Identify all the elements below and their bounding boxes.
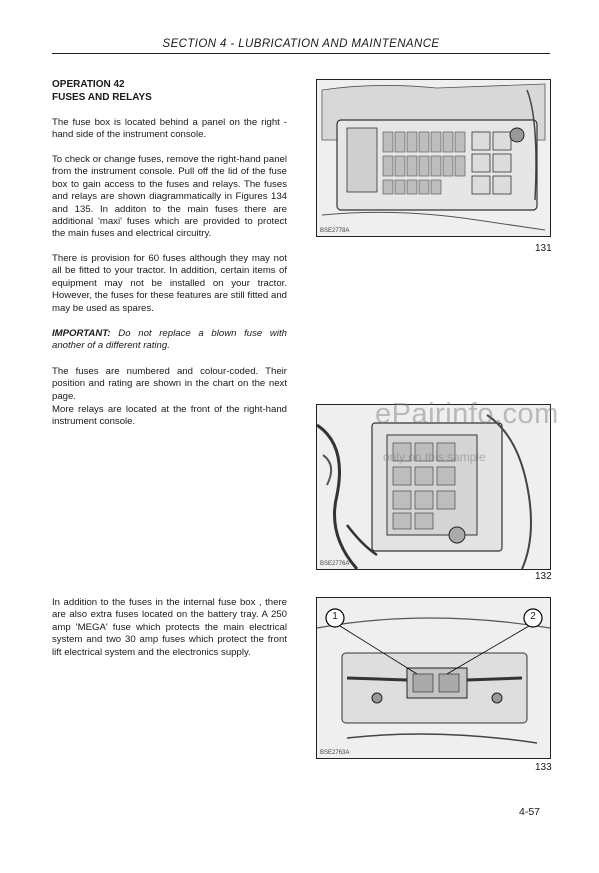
- paragraph-fuse-location: The fuse box is located behind a panel on the right -hand side of the instrument console.: [52, 117, 287, 141]
- section-header: SECTION 4 - LUBRICATION AND MAINTENANCE: [162, 38, 440, 50]
- header-divider: [52, 53, 550, 54]
- figure-132-code: BSE2776A: [320, 561, 350, 567]
- callout-2: 2: [530, 611, 536, 622]
- paragraph-fuse-numbering: The fuses are numbered and colour-coded. Their position and rating are shown in the chart on the next page.: [52, 366, 287, 402]
- important-note: [52, 328, 287, 353]
- important-text: Do not replace a blown fuse with another of a different rating.: [52, 328, 287, 352]
- figure-131-number: 131: [535, 243, 552, 254]
- watermark-note: only on this sample: [383, 450, 486, 464]
- callout-1: 1: [332, 611, 338, 622]
- figure-131-fuse-box-photo: [316, 79, 551, 237]
- figure-131-code: BSE2778A: [320, 228, 350, 234]
- figure-133-battery-tray-photo: [316, 597, 551, 759]
- operation-subject: FUSES AND RELAYS: [52, 92, 152, 103]
- figure-132-number: 132: [535, 571, 552, 582]
- figure-133-code: BSE2763A: [320, 750, 350, 756]
- watermark-site: ePairinfo.com: [375, 398, 559, 430]
- operation-title: [52, 78, 152, 104]
- page-number: 4-57: [519, 806, 541, 818]
- operation-number: OPERATION 42: [52, 79, 125, 90]
- paragraph-check-fuses: To check or change fuses, remove the right-hand panel from the instrument console. Pull off the lid of the fuse box to gain access to the fuses and relays. The fuses and relays are shown diagrammatically in Figures 134 and 135. In additon to the main fuses there are additional 'maxi' fuses which are provided to protect the main fuses and electrical circuitry.: [52, 154, 287, 240]
- fuse-box-illustration: [317, 80, 550, 236]
- paragraph-more-relays: More relays are located at the front of the right-hand instrument console.: [52, 404, 287, 428]
- paragraph-battery-fuses: In addition to the fuses in the internal fuse box , there are also extra fuses located on the battery tray. A 250 amp 'MEGA' fuse which protects the main electrical system and two 30 amp fuses which protect the front lift electrical system and the electronics supply.: [52, 597, 287, 658]
- figure-133-number: 133: [535, 762, 552, 773]
- important-label: IMPORTANT:: [52, 328, 111, 339]
- battery-fuse-illustration: [317, 598, 550, 758]
- paragraph-fuse-provision: There is provision for 60 fuses although they may not all be fitted to your tractor. In addition, certain items of equipment may not be installed on your tractor. However, the fuses for these features are still fitted and may be used as spares.: [52, 253, 287, 314]
